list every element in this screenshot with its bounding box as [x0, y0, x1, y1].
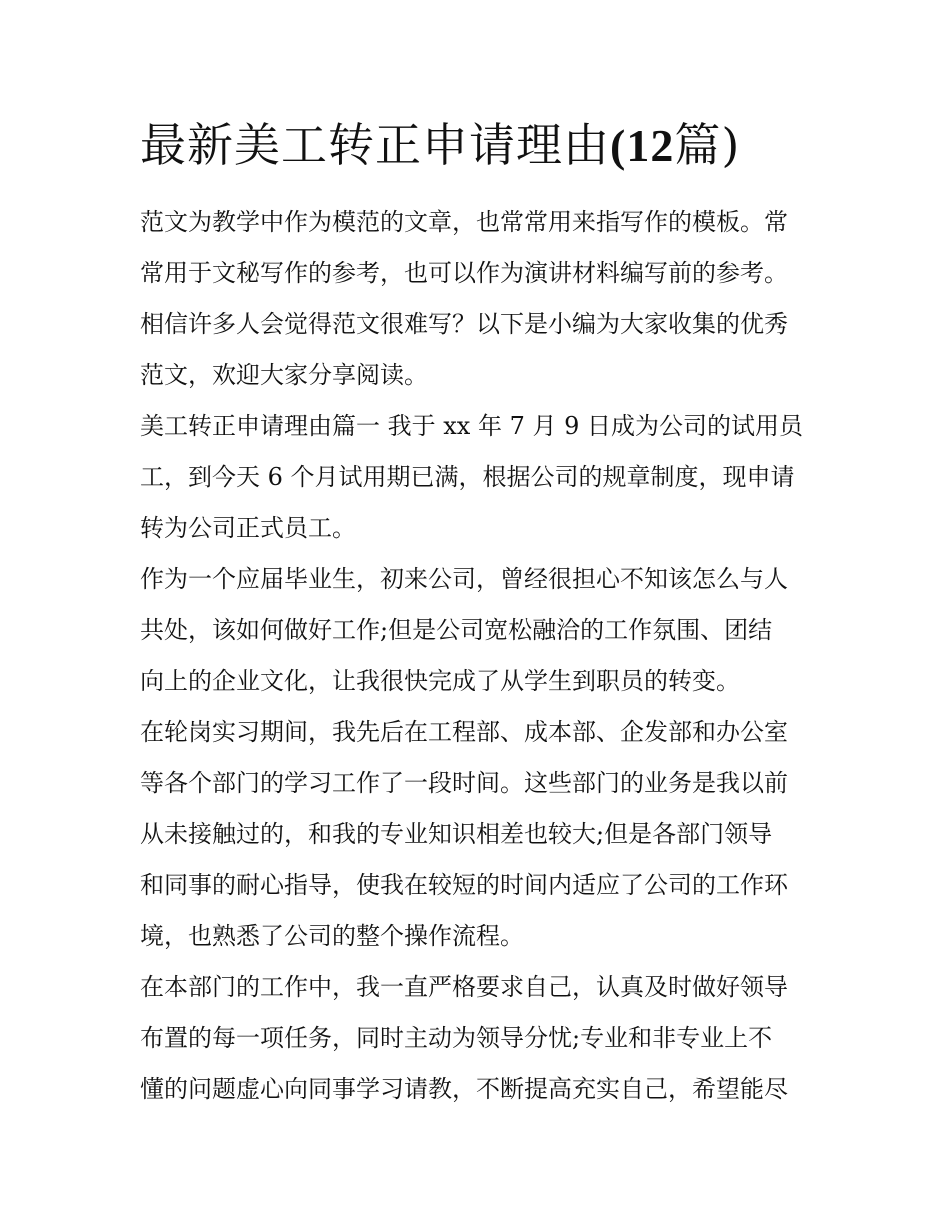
title-prefix: 最新美工转正申请理由 [140, 118, 610, 172]
title-count: (12 [610, 120, 675, 171]
text-line: 懂的问题虚心向同事学习请教，不断提高充实自己，希望能尽 [140, 1075, 788, 1103]
document-body [140, 197, 815, 1115]
text-line: 作为一个应届毕业生，初来公司，曾经很担心不知该怎么与人 [140, 565, 788, 593]
text-line: 范文，欢迎大家分享阅读。 [140, 361, 428, 389]
document-title [140, 112, 840, 179]
text-line: 美工转正申请理由篇一 我于 xx 年 7 月 9 日成为公司的试用员 [140, 412, 804, 440]
title-suffix: 篇) [674, 118, 741, 172]
text-line: 在本部门的工作中，我一直严格要求自己，认真及时做好领导 [140, 973, 788, 1001]
text-line: 工，到今天 6 个月试用期已满，根据公司的规章制度，现申请 [140, 463, 795, 491]
text-line: 转为公司正式员工。 [140, 514, 356, 542]
text-line: 布置的每一项任务，同时主动为领导分忧;专业和非专业上不 [140, 1024, 773, 1052]
text-line: 和同事的耐心指导，使我在较短的时间内适应了公司的工作环 [140, 871, 788, 899]
text-line: 从未接触过的，和我的专业知识相差也较大;但是各部门领导 [140, 820, 773, 848]
text-line: 共处，该如何做好工作;但是公司宽松融洽的工作氛围、团结 [140, 616, 773, 644]
text-line: 境，也熟悉了公司的整个操作流程。 [140, 922, 524, 950]
text-line: 常用于文秘写作的参考，也可以作为演讲材料编写前的参考。 [140, 259, 788, 287]
text-line: 等各个部门的学习工作了一段时间。这些部门的业务是我以前 [140, 769, 788, 797]
text-line: 范文为教学中作为模范的文章，也常常用来指写作的模板。常 [140, 208, 788, 236]
text-line: 在轮岗实习期间，我先后在工程部、成本部、企发部和办公室 [140, 718, 788, 746]
text-line: 向上的企业文化，让我很快完成了从学生到职员的转变。 [140, 667, 740, 695]
text-line: 相信许多人会觉得范文很难写？以下是小编为大家收集的优秀 [140, 310, 788, 338]
